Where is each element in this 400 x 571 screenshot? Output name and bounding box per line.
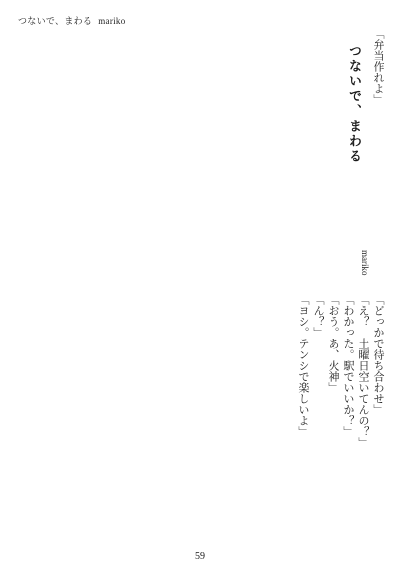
lower-paragraph: 「どっかで待ち合わせ」 (372, 294, 385, 415)
lower-text-columns (16, 294, 386, 544)
header-title: つないで、まわる (18, 17, 93, 27)
lower-paragraph: 「え？ 土曜日空いてんの？」 (357, 294, 370, 448)
lower-paragraph: 「ヨシ。テンシで楽しいよ」 (297, 294, 310, 437)
upper-paragraph: 「弁当作れよ」 (372, 28, 385, 105)
lower-paragraph: 「わかった。駅でいいか？」 (342, 294, 355, 437)
story-author: mariko (360, 250, 370, 276)
upper-text-block (16, 28, 386, 282)
story-title: つないで、まわる (346, 44, 361, 164)
lower-paragraph: 「おう。あ、火神」 (327, 294, 340, 393)
lower-paragraph: 「ん？」 (312, 294, 325, 338)
page-number: 59 (195, 551, 205, 562)
lower-text-block (16, 294, 386, 544)
header-author: mariko (98, 16, 126, 26)
running-header (18, 14, 126, 27)
upper-text-columns (16, 28, 386, 282)
